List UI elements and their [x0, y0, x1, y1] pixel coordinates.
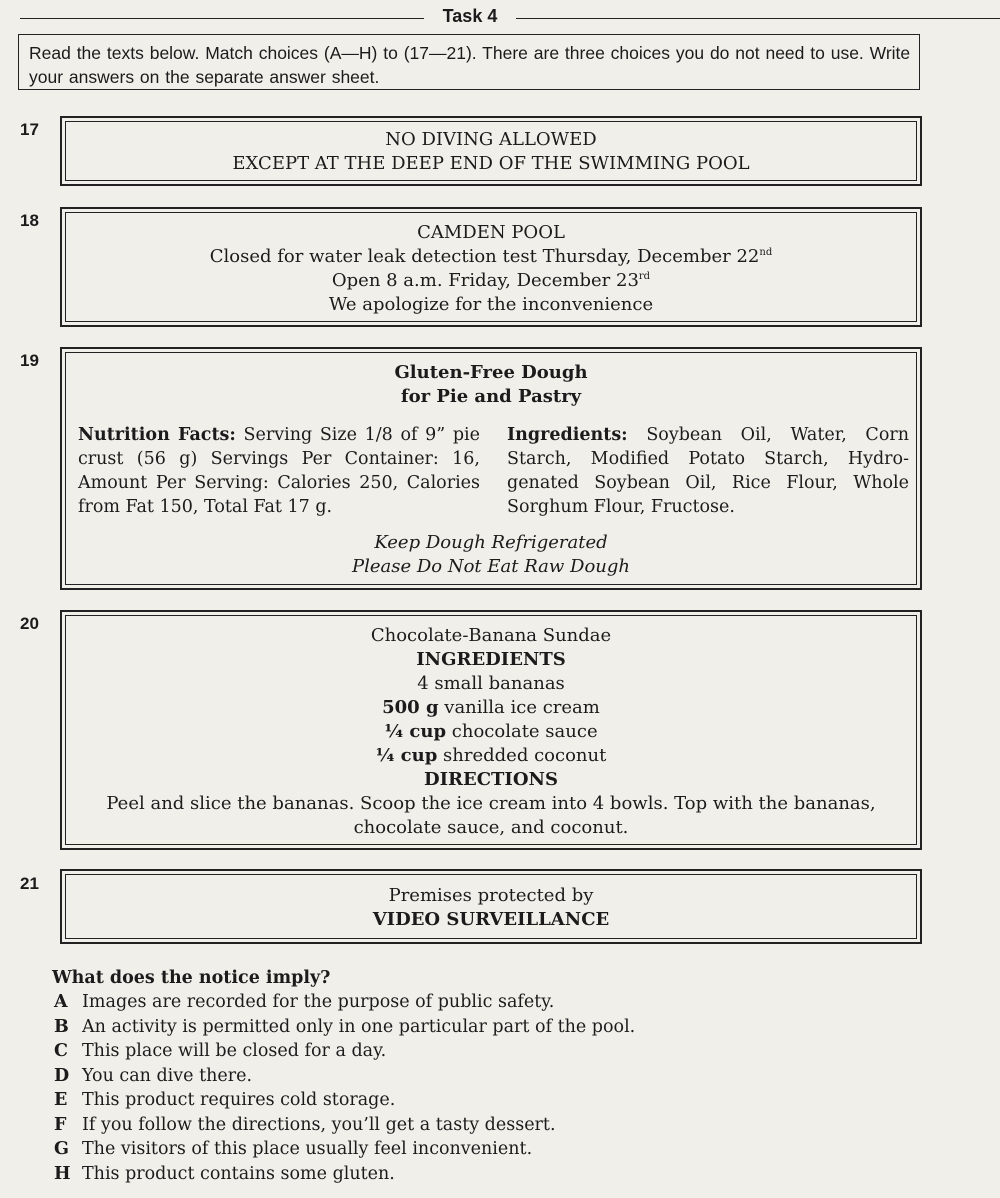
- option-e: [54, 1088, 635, 1113]
- option-b: [54, 1015, 635, 1040]
- recipe-item-1: 4 small bananas: [417, 673, 565, 694]
- option-letter: B: [54, 1016, 69, 1037]
- item-number-18: 18: [20, 211, 39, 230]
- nutrition-facts: [78, 423, 480, 519]
- task-title: Task 4: [442, 6, 498, 26]
- ingredients-label: Ingredients:: [507, 425, 628, 445]
- task-header: [20, 4, 980, 30]
- recipe-item-4-qty: ¼ cup: [375, 745, 438, 766]
- answer-options: [54, 990, 635, 1186]
- recipe-item-2-qty: 500 g: [382, 697, 439, 718]
- notice-17: [60, 116, 922, 186]
- recipe-title: Chocolate-Banana Sundae: [370, 625, 612, 646]
- notice-17-line2: EXCEPT AT THE DEEP END OF THE SWIMMING POOL: [232, 153, 750, 174]
- option-g: [54, 1137, 635, 1162]
- notice-21-line1: Premises protected by: [388, 885, 594, 906]
- option-letter: G: [54, 1139, 69, 1159]
- recipe-item-4: [62, 744, 920, 768]
- notice-18-line1: [62, 245, 920, 269]
- option-d: [54, 1064, 635, 1089]
- option-letter: D: [54, 1065, 70, 1086]
- option-text: An activity is permitted only in one particular part of the pool.: [82, 1016, 636, 1037]
- notice-19-foot1: Keep Dough Refrigerated: [374, 532, 608, 553]
- notice-18-line1-text: Closed for water leak detection test Thursday, December 22: [209, 246, 760, 267]
- notice-21: [60, 869, 922, 944]
- option-letter: H: [54, 1163, 71, 1184]
- option-text: This product requires cold storage.: [82, 1090, 396, 1110]
- ingredients-list: [507, 423, 909, 519]
- directions-line1: Peel and slice the bananas. Scoop the ice cream into 4 bowls. Top with the bananas,: [106, 793, 876, 814]
- recipe-item-3-qty: ¼ cup: [384, 721, 447, 742]
- notice-19-foot2: Please Do Not Eat Raw Dough: [351, 556, 631, 577]
- recipe-item-3: [62, 720, 920, 744]
- notice-18-line2: [62, 269, 920, 293]
- notice-19-title2: for Pie and Pastry: [400, 386, 582, 407]
- notice-19: [60, 347, 922, 590]
- header-rule-left: [20, 18, 424, 19]
- header-rule-right: [516, 18, 1000, 19]
- notice-21-line2: VIDEO SURVEILLANCE: [372, 909, 610, 930]
- item-number-19: 19: [20, 351, 39, 370]
- recipe-item-2-text: vanilla ice cream: [438, 697, 600, 718]
- option-c: [54, 1039, 635, 1064]
- notice-20: [60, 610, 922, 850]
- directions-line2: chocolate sauce, and coconut.: [353, 817, 629, 838]
- option-text: The visitors of this place usually feel inconvenient.: [82, 1139, 533, 1159]
- notice-18-line1-sup: nd: [759, 247, 773, 258]
- option-text: Images are recorded for the purpose of public safety.: [82, 992, 555, 1012]
- option-letter: C: [54, 1041, 68, 1061]
- option-text: This product contains some gluten.: [82, 1163, 395, 1184]
- instructions-box: Read the texts below. Match choices (A—H) to (17—21). There are three choices you do not need to use. Write your answers on the separate answer sheet.: [18, 34, 920, 90]
- notice-17-line1: NO DIVING ALLOWED: [385, 129, 597, 150]
- option-f: [54, 1113, 635, 1138]
- option-text: You can dive there.: [82, 1065, 253, 1086]
- directions-heading: DIRECTIONS: [424, 769, 558, 790]
- ingredients-text: Soybean Oil, Water, Corn Starch, Modified Potato Starch, Hydro-genated Soybean Oil, Rice Flour, Whole Sorghum Flour, Fructose.: [507, 425, 909, 517]
- nutrition-text: Serving Size 1/8 of 9” pie crust (56 g) Servings Per Container: 16, Amount Per Serving: Calories 250, Calories from Fat 150, Total Fat 17 g.: [78, 425, 480, 517]
- notice-18: [60, 207, 922, 327]
- nutrition-label: Nutrition Facts:: [78, 425, 236, 445]
- option-letter: F: [54, 1114, 67, 1135]
- ingredients-heading: INGREDIENTS: [416, 649, 566, 670]
- item-number-21: 21: [20, 874, 39, 893]
- notice-18-line3: We apologize for the inconvenience: [328, 294, 654, 315]
- item-number-20: 20: [20, 614, 39, 633]
- notice-18-line2-sup: rd: [638, 271, 651, 282]
- notice-19-title1: Gluten-Free Dough: [394, 362, 588, 383]
- notice-18-title: CAMDEN POOL: [417, 222, 565, 243]
- question-prompt: What does the notice imply?: [52, 968, 331, 988]
- recipe-item-4-text: shredded coconut: [437, 745, 607, 766]
- option-a: [54, 990, 635, 1015]
- option-letter: E: [54, 1090, 68, 1110]
- notice-18-line2-text: Open 8 a.m. Friday, December 23: [331, 270, 639, 291]
- option-h: [54, 1162, 635, 1187]
- option-letter: A: [54, 992, 68, 1012]
- item-number-17: 17: [20, 120, 39, 139]
- recipe-item-2: [62, 696, 920, 720]
- option-text: If you follow the directions, you’ll get a tasty dessert.: [82, 1114, 556, 1135]
- option-text: This place will be closed for a day.: [82, 1041, 387, 1061]
- recipe-item-3-text: chocolate sauce: [446, 721, 598, 742]
